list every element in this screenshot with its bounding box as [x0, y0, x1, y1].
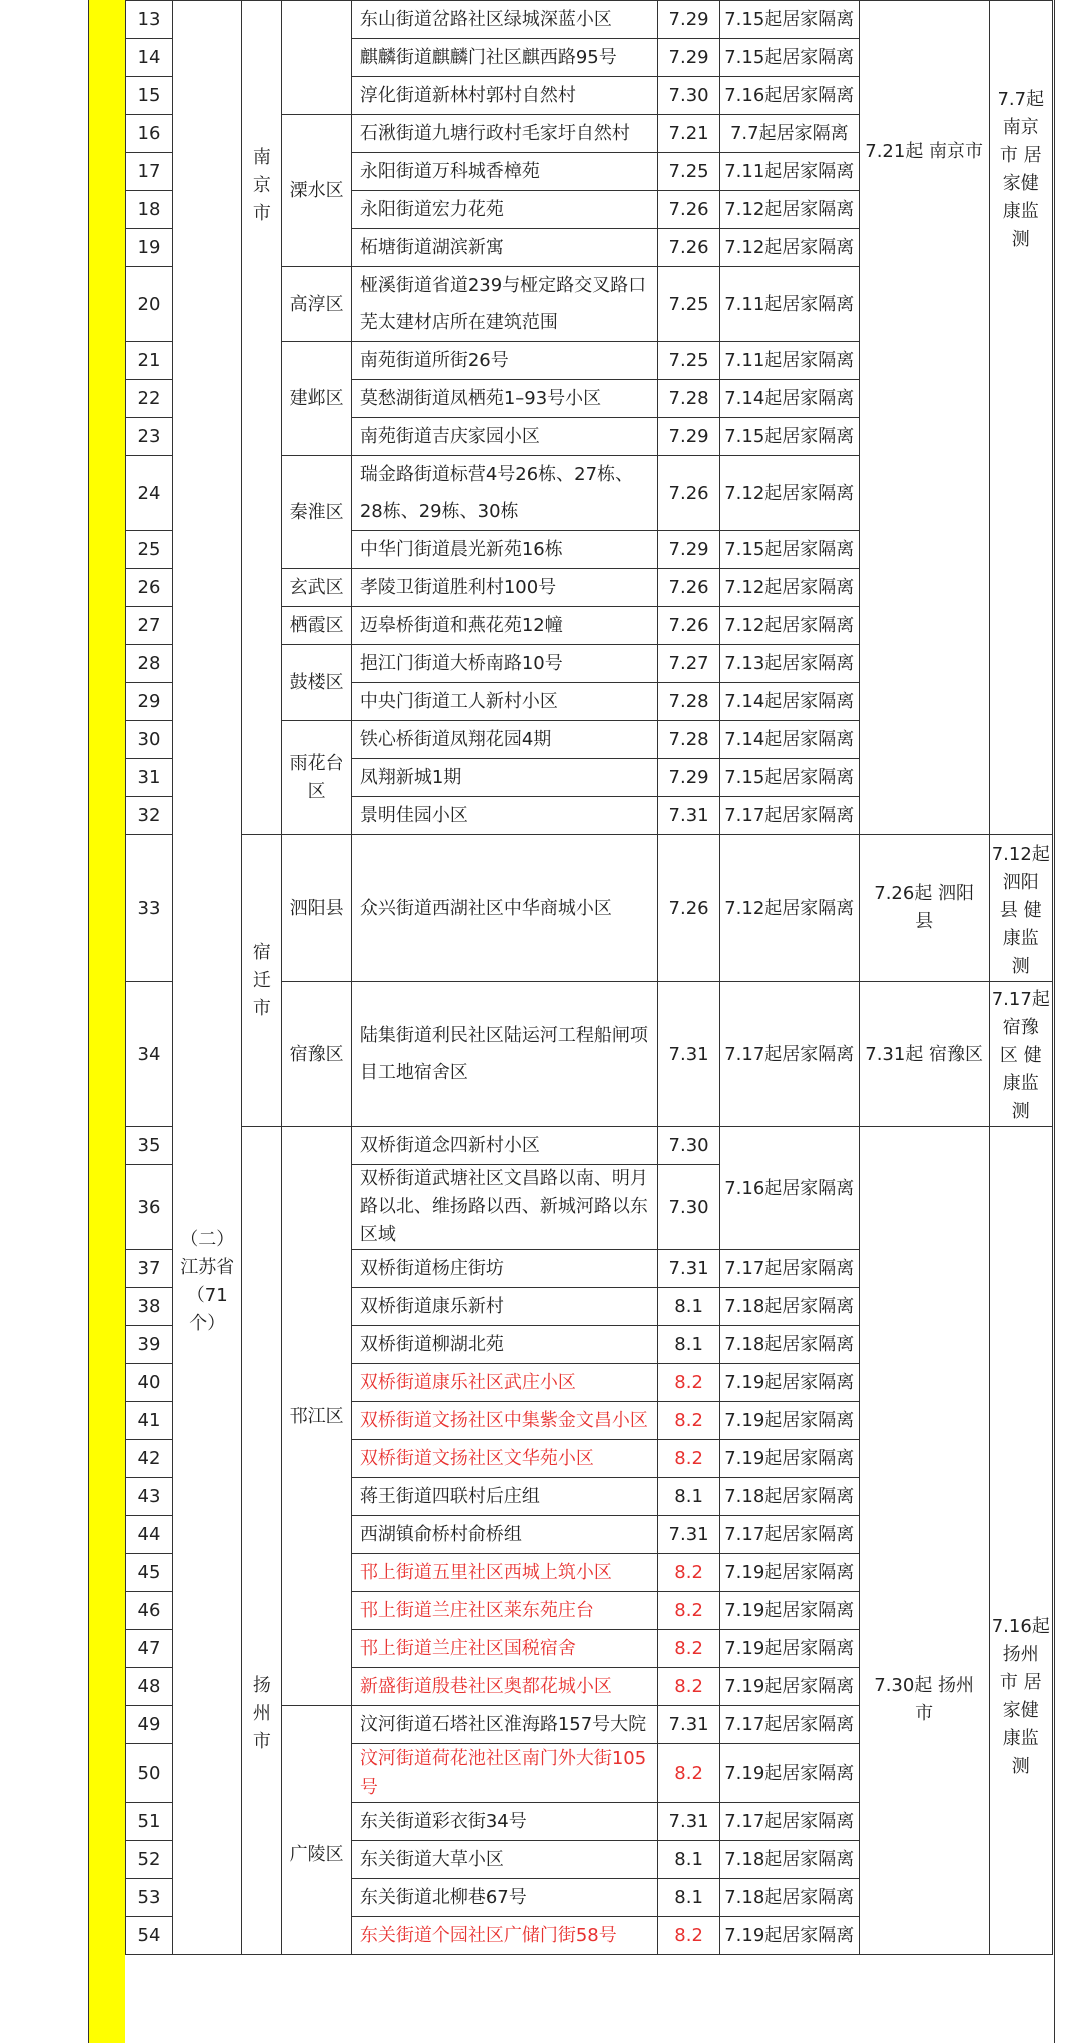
address-cell [351, 456, 658, 531]
isolation-cell: 7.18起居家隔离 [719, 1841, 859, 1879]
address-line: 区域 [359, 1224, 396, 1245]
address-line: 陆集街道利民社区陆运河工程船闸项 [359, 1025, 648, 1046]
address-line: 瑞金路街道标营4号26栋、27栋、 [359, 464, 634, 485]
isolation-cell: 7.17起居家隔离 [719, 1250, 859, 1288]
row-number: 38 [126, 1288, 173, 1326]
isolation-cell: 7.12起居家隔离 [719, 229, 859, 267]
isolation-cell: 7.18起居家隔离 [719, 1478, 859, 1516]
row-number: 28 [126, 645, 173, 683]
risk-area-table [125, 0, 1053, 1955]
row-number: 34 [126, 982, 173, 1127]
district-cell-siyang: 泗阳县 [282, 835, 351, 982]
row-number: 51 [126, 1803, 173, 1841]
row-number: 36 [126, 1165, 173, 1250]
monitor-line: 康监 [1002, 928, 1039, 949]
isolation-cell: 7.7起居家隔离 [719, 115, 859, 153]
address-line: 双桥街道武塘社区文昌路以南、明月 [359, 1168, 648, 1189]
district-cell-hanjiang: 邗江区 [282, 1127, 351, 1706]
isolation-cell: 7.11起居家隔离 [719, 267, 859, 342]
address-line: 路以北、维扬路以西、新城河路以东 [359, 1196, 648, 1217]
address-cell: 孝陵卫街道胜利村100号 [351, 569, 658, 607]
date-cell: 7.28 [658, 380, 719, 418]
address-cell: 双桥街道柳湖北苑 [351, 1326, 658, 1364]
date-cell: 7.29 [658, 39, 719, 77]
address-cell: 邗上街道兰庄社区莱东苑庄台 [351, 1592, 658, 1630]
city-line: 市 [252, 1731, 271, 1752]
address-cell: 永阳街道宏力花苑 [351, 191, 658, 229]
isolation-cell: 7.12起居家隔离 [719, 835, 859, 982]
row-number: 17 [126, 153, 173, 191]
isolation-cell: 7.14起居家隔离 [719, 721, 859, 759]
isolation-cell: 7.12起居家隔离 [719, 607, 859, 645]
address-cell: 蒋王街道四联村后庄组 [351, 1478, 658, 1516]
date-cell: 8.2 [658, 1630, 719, 1668]
city-line: 市 [252, 997, 271, 1019]
row-number: 22 [126, 380, 173, 418]
monitor-line: 测 [1011, 1756, 1030, 1777]
date-cell: 7.26 [658, 456, 719, 531]
date-cell: 8.1 [658, 1478, 719, 1516]
row-number: 26 [126, 569, 173, 607]
address-cell: 石湫街道九塘行政村毛家圩自然村 [351, 115, 658, 153]
district-cell-xuanwu: 玄武区 [282, 569, 351, 607]
address-line: 号 [359, 1777, 378, 1798]
province-line: 个） [189, 1313, 226, 1334]
row-number: 19 [126, 229, 173, 267]
date-cell: 7.26 [658, 569, 719, 607]
row-number: 49 [126, 1706, 173, 1744]
isolation-cell: 7.17起居家隔离 [719, 1803, 859, 1841]
isolation-cell: 7.19起居家隔离 [719, 1364, 859, 1402]
address-line: 28栋、29栋、30栋 [359, 501, 519, 522]
control-line: 7.26起 泗阳 [874, 883, 975, 904]
row-number: 14 [126, 39, 173, 77]
isolation-cell: 7.12起居家隔离 [719, 191, 859, 229]
isolation-cell: 7.19起居家隔离 [719, 1744, 859, 1803]
date-cell: 7.31 [658, 1803, 719, 1841]
address-cell: 邗上街道兰庄社区国税宿舍 [351, 1630, 658, 1668]
row-number: 27 [126, 607, 173, 645]
isolation-cell: 7.19起居家隔离 [719, 1554, 859, 1592]
date-cell: 8.1 [658, 1879, 719, 1917]
row-number: 24 [126, 456, 173, 531]
row-number: 31 [126, 759, 173, 797]
district-cell-lishui: 溧水区 [282, 115, 351, 267]
address-cell [351, 982, 658, 1127]
isolation-cell: 7.15起居家隔离 [719, 1, 859, 39]
monitor-line: 康监 [1002, 1728, 1039, 1749]
row-number: 46 [126, 1592, 173, 1630]
row-number: 41 [126, 1402, 173, 1440]
date-cell: 8.1 [658, 1288, 719, 1326]
isolation-cell: 7.15起居家隔离 [719, 759, 859, 797]
monitor-line: 县 健 [999, 900, 1042, 921]
monitor-line: 7.12起 [991, 844, 1050, 865]
address-cell [351, 1744, 658, 1803]
isolation-cell: 7.19起居家隔离 [719, 1592, 859, 1630]
date-cell: 7.26 [658, 607, 719, 645]
date-cell: 7.31 [658, 1250, 719, 1288]
row-number: 18 [126, 191, 173, 229]
isolation-cell: 7.13起居家隔离 [719, 645, 859, 683]
row-number: 30 [126, 721, 173, 759]
date-cell: 7.26 [658, 229, 719, 267]
date-cell: 7.25 [658, 267, 719, 342]
address-cell: 中央门街道工人新村小区 [351, 683, 658, 721]
row-number: 16 [126, 115, 173, 153]
address-cell: 双桥街道念四新村小区 [351, 1127, 658, 1165]
isolation-cell: 7.19起居家隔离 [719, 1402, 859, 1440]
row-number: 23 [126, 418, 173, 456]
isolation-cell: 7.14起居家隔离 [719, 380, 859, 418]
row-number: 47 [126, 1630, 173, 1668]
date-cell: 8.2 [658, 1402, 719, 1440]
isolation-cell: 7.19起居家隔离 [719, 1668, 859, 1706]
row-number: 54 [126, 1917, 173, 1955]
date-cell: 7.27 [658, 645, 719, 683]
address-line: 目工地宿舍区 [359, 1062, 468, 1083]
monitor-line: 康监 [1002, 201, 1039, 222]
isolation-cell: 7.16起居家隔离 [719, 1127, 859, 1250]
district-cell-qinhuai: 秦淮区 [282, 456, 351, 569]
monitor-line: 家健 [1002, 173, 1039, 194]
address-cell: 柘塘街道湖滨新寓 [351, 229, 658, 267]
city-line: 迁 [252, 969, 271, 991]
control-line: 7.30起 扬州 [874, 1675, 975, 1696]
address-cell: 双桥街道康乐新村 [351, 1288, 658, 1326]
district-cell-gaochun: 高淳区 [282, 267, 351, 342]
isolation-cell: 7.19起居家隔离 [719, 1917, 859, 1955]
address-cell: 迈皋桥街道和燕花苑12幢 [351, 607, 658, 645]
date-cell: 8.2 [658, 1592, 719, 1630]
district-cell-yuhuatai [282, 721, 351, 835]
date-cell: 7.31 [658, 1706, 719, 1744]
address-cell: 东关街道大草小区 [351, 1841, 658, 1879]
row-number: 53 [126, 1879, 173, 1917]
date-cell: 8.2 [658, 1364, 719, 1402]
date-cell: 8.2 [658, 1668, 719, 1706]
district-line: 区 [307, 780, 326, 802]
row-number: 52 [126, 1841, 173, 1879]
city-cell [242, 1127, 282, 1955]
district-cell-empty [282, 1, 351, 115]
monitor-line: 市 居 [999, 1672, 1042, 1693]
address-cell [351, 1165, 658, 1250]
province-line: 江苏省 [180, 1257, 235, 1278]
province-cell [173, 1, 242, 1955]
address-cell: 东关街道彩衣街34号 [351, 1803, 658, 1841]
address-cell: 中华门街道晨光新苑16栋 [351, 531, 658, 569]
monitor-cell [989, 1127, 1052, 1955]
monitor-line: 测 [1011, 229, 1030, 250]
address-line: 桠溪街道省道239与桠定路交叉路口 [359, 275, 647, 296]
monitor-cell [989, 1, 1052, 835]
control-cell [859, 835, 989, 982]
row-number: 40 [126, 1364, 173, 1402]
isolation-cell: 7.19起居家隔离 [719, 1630, 859, 1668]
monitor-cell [989, 982, 1052, 1127]
row-number: 15 [126, 77, 173, 115]
date-cell: 7.26 [658, 835, 719, 982]
date-cell: 7.31 [658, 1516, 719, 1554]
monitor-line: 区 健 [999, 1045, 1042, 1066]
row-number: 25 [126, 531, 173, 569]
date-cell: 8.2 [658, 1917, 719, 1955]
table-row [126, 835, 1053, 982]
city-line: 扬 [252, 1675, 271, 1696]
row-number: 32 [126, 797, 173, 835]
monitor-cell [989, 835, 1052, 982]
row-number: 42 [126, 1440, 173, 1478]
address-cell [351, 267, 658, 342]
district-cell-guangling: 广陵区 [282, 1706, 351, 1955]
address-cell: 双桥街道杨庄街坊 [351, 1250, 658, 1288]
district-cell-gulou: 鼓楼区 [282, 645, 351, 721]
row-number: 48 [126, 1668, 173, 1706]
monitor-line: 测 [1011, 1101, 1030, 1122]
date-cell: 7.21 [658, 115, 719, 153]
district-cell-qixia: 栖霞区 [282, 607, 351, 645]
monitor-line: 7.16起 [991, 1616, 1050, 1637]
outer-border-right [1054, 0, 1055, 2043]
province-line: （二） [180, 1229, 235, 1250]
control-line: 县 [915, 911, 934, 932]
control-cell: 7.21起 南京市 [859, 1, 989, 835]
outer-border-left [88, 0, 89, 2043]
district-cell-suyu: 宿豫区 [282, 982, 351, 1127]
row-number: 50 [126, 1744, 173, 1803]
date-cell: 7.30 [658, 77, 719, 115]
isolation-cell: 7.16起居家隔离 [719, 77, 859, 115]
date-cell: 8.2 [658, 1744, 719, 1803]
address-cell: 永阳街道万科城香樟苑 [351, 153, 658, 191]
row-number: 45 [126, 1554, 173, 1592]
date-cell: 8.2 [658, 1440, 719, 1478]
yellow-highlight-column [88, 0, 125, 2043]
date-cell: 7.31 [658, 797, 719, 835]
address-cell: 双桥街道康乐社区武庄小区 [351, 1364, 658, 1402]
date-cell: 7.26 [658, 191, 719, 229]
row-number: 37 [126, 1250, 173, 1288]
date-cell: 7.29 [658, 1, 719, 39]
monitor-line: 南京 [1002, 117, 1039, 138]
address-cell: 麒麟街道麒麟门社区麒西路95号 [351, 39, 658, 77]
city-cell [242, 835, 282, 1127]
address-cell: 东山街道岔路社区绿城深蓝小区 [351, 1, 658, 39]
date-cell: 7.30 [658, 1127, 719, 1165]
city-cell [242, 1, 282, 835]
address-cell: 莫愁湖街道凤栖苑1–93号小区 [351, 380, 658, 418]
address-cell: 西湖镇俞桥村俞桥组 [351, 1516, 658, 1554]
address-cell: 南苑街道所街26号 [351, 342, 658, 380]
address-cell: 铁心桥街道凤翔花园4期 [351, 721, 658, 759]
address-cell: 双桥街道文扬社区文华苑小区 [351, 1440, 658, 1478]
table-row [126, 1127, 1053, 1165]
province-line: （71 [186, 1285, 228, 1306]
control-cell [859, 1127, 989, 1955]
monitor-line: 宿豫 [1002, 1017, 1039, 1038]
date-cell: 7.25 [658, 342, 719, 380]
row-number: 39 [126, 1326, 173, 1364]
date-cell: 8.2 [658, 1554, 719, 1592]
date-cell: 7.31 [658, 982, 719, 1127]
row-number: 20 [126, 267, 173, 342]
district-line: 雨花台 [289, 752, 344, 774]
monitor-line: 7.7起 [997, 89, 1045, 110]
address-cell: 东关街道个园社区广储门街58号 [351, 1917, 658, 1955]
isolation-cell: 7.14起居家隔离 [719, 683, 859, 721]
control-line: 市 [915, 1703, 934, 1724]
date-cell: 7.29 [658, 759, 719, 797]
isolation-cell: 7.18起居家隔离 [719, 1288, 859, 1326]
isolation-cell: 7.12起居家隔离 [719, 456, 859, 531]
address-cell: 汶河街道石塔社区淮海路157号大院 [351, 1706, 658, 1744]
address-cell: 凤翔新城1期 [351, 759, 658, 797]
isolation-cell: 7.19起居家隔离 [719, 1440, 859, 1478]
date-cell: 8.1 [658, 1326, 719, 1364]
date-cell: 8.1 [658, 1841, 719, 1879]
monitor-line: 康监 [1002, 1073, 1039, 1094]
district-cell-jianye: 建邺区 [282, 342, 351, 456]
isolation-cell: 7.12起居家隔离 [719, 569, 859, 607]
row-number: 21 [126, 342, 173, 380]
isolation-cell: 7.11起居家隔离 [719, 342, 859, 380]
isolation-cell: 7.18起居家隔离 [719, 1326, 859, 1364]
city-line: 宿 [252, 941, 271, 963]
address-cell: 东关街道北柳巷67号 [351, 1879, 658, 1917]
isolation-cell: 7.15起居家隔离 [719, 39, 859, 77]
isolation-cell: 7.17起居家隔离 [719, 797, 859, 835]
date-cell: 7.29 [658, 531, 719, 569]
row-number: 33 [126, 835, 173, 982]
isolation-cell: 7.17起居家隔离 [719, 1706, 859, 1744]
address-cell: 众兴街道西湖社区中华商城小区 [351, 835, 658, 982]
address-cell: 双桥街道文扬社区中集紫金文昌小区 [351, 1402, 658, 1440]
isolation-cell: 7.18起居家隔离 [719, 1879, 859, 1917]
city-line: 京 [252, 175, 271, 196]
city-line: 市 [252, 203, 271, 224]
isolation-cell: 7.11起居家隔离 [719, 153, 859, 191]
address-line: 芜太建材店所在建筑范围 [359, 312, 558, 333]
monitor-line: 扬州 [1002, 1644, 1039, 1665]
control-cell: 7.31起 宿豫区 [859, 982, 989, 1127]
date-cell: 7.28 [658, 683, 719, 721]
row-number: 35 [126, 1127, 173, 1165]
address-cell: 淳化街道新林村郭村自然村 [351, 77, 658, 115]
city-line: 州 [252, 1703, 271, 1724]
city-line: 南 [252, 147, 271, 168]
address-cell: 新盛街道殷巷社区奥都花城小区 [351, 1668, 658, 1706]
address-cell: 景明佳园小区 [351, 797, 658, 835]
monitor-line: 7.17起 [991, 989, 1050, 1010]
isolation-cell: 7.15起居家隔离 [719, 531, 859, 569]
date-cell: 7.30 [658, 1165, 719, 1250]
address-cell: 邗上街道五里社区西城上筑小区 [351, 1554, 658, 1592]
row-number: 13 [126, 1, 173, 39]
monitor-line: 市 居 [999, 145, 1042, 166]
address-line: 汶河街道荷花池社区南门外大街105 [359, 1748, 647, 1769]
monitor-line: 泗阳 [1002, 872, 1039, 893]
isolation-cell: 7.15起居家隔离 [719, 418, 859, 456]
address-cell: 南苑街道吉庆家园小区 [351, 418, 658, 456]
row-number: 44 [126, 1516, 173, 1554]
monitor-line: 测 [1011, 956, 1030, 977]
isolation-cell: 7.17起居家隔离 [719, 982, 859, 1127]
monitor-line: 家健 [1002, 1700, 1039, 1721]
date-cell: 7.28 [658, 721, 719, 759]
row-number: 29 [126, 683, 173, 721]
address-cell: 挹江门街道大桥南路10号 [351, 645, 658, 683]
row-number: 43 [126, 1478, 173, 1516]
date-cell: 7.29 [658, 418, 719, 456]
table-row [126, 1, 1053, 39]
date-cell: 7.25 [658, 153, 719, 191]
isolation-cell: 7.17起居家隔离 [719, 1516, 859, 1554]
